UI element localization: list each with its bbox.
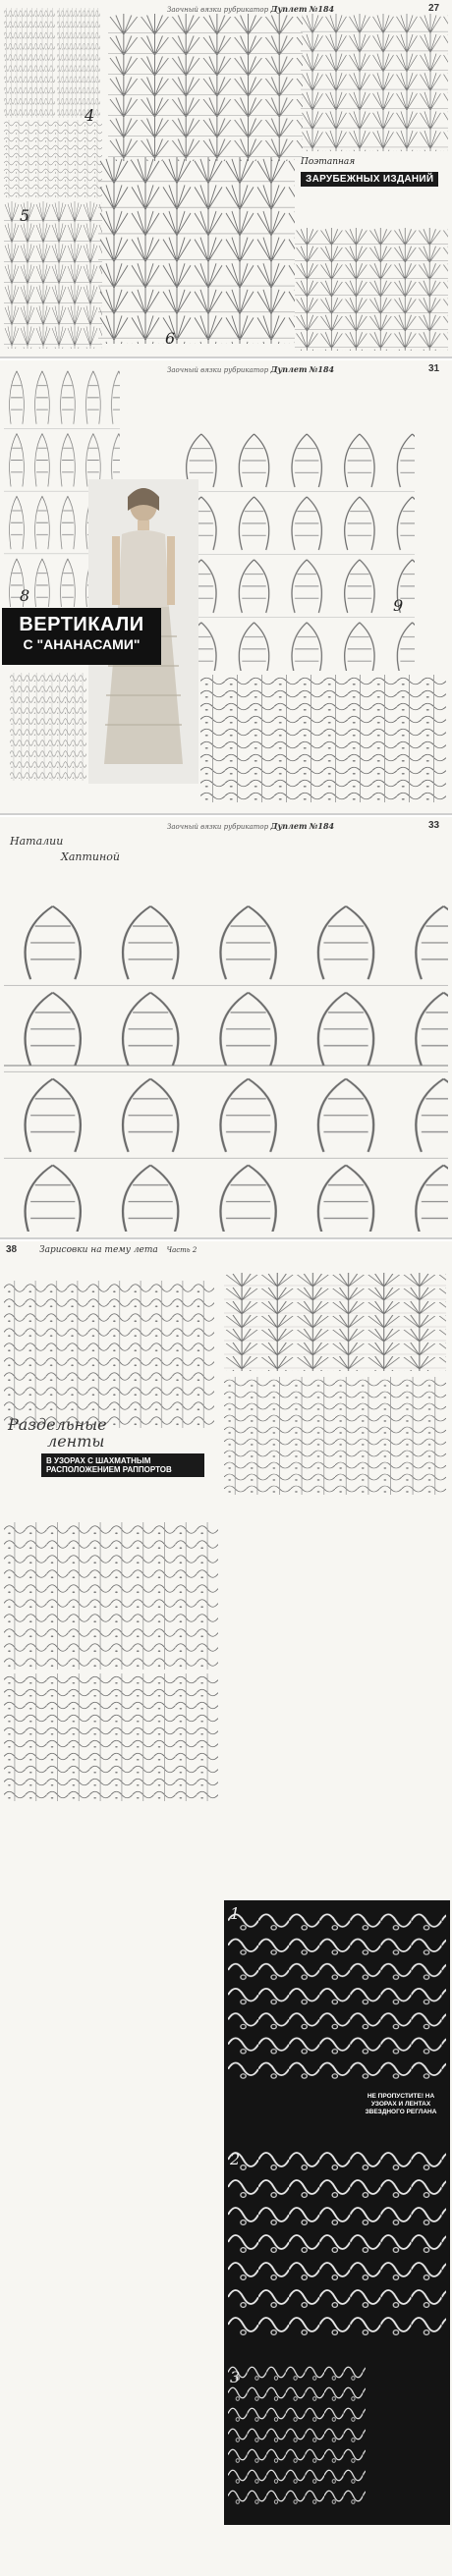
author-last-name: Хаптиной	[61, 850, 120, 863]
chart-label-1: 1	[230, 1904, 241, 1923]
chart-label-3: 3	[230, 2368, 241, 2386]
page-number: 31	[428, 363, 440, 374]
pineapple-chart-9	[175, 429, 415, 671]
crochet-chart-right-bottom	[295, 228, 448, 351]
large-pineapple-chart	[4, 900, 448, 1232]
section-title-line1: ВЕРТИКАЛИ	[19, 614, 144, 635]
section-title-line2: ЗАРУБЕЖНЫХ ИЗДАНИЙ	[301, 172, 438, 187]
section-title-line1: Поэтапная	[301, 157, 356, 167]
magazine-page-38	[0, 1241, 452, 2576]
crochet-chart-wide	[98, 157, 295, 344]
section-title-block	[2, 608, 161, 665]
lace-sample-photo-3	[228, 2362, 366, 2509]
promo-note: НЕ ПРОПУСТИТЕ! НА УЗОРАХ И ЛЕНТАХ ЗВЕЗДНОГО РЕГЛАНА	[365, 2093, 437, 2115]
lace-sample-photo-1	[228, 1908, 446, 2085]
chart-label-2: 2	[230, 2150, 241, 2168]
section-title-box: В УЗОРАХ С ШАХМАТНЫМ РАСПОЛОЖЕНИЕМ РАППОРТОВ	[41, 1453, 204, 1477]
section-title-line2: ленты	[47, 1432, 105, 1451]
crochet-chart-1	[4, 1281, 214, 1428]
chart-label-8: 8	[20, 586, 30, 605]
running-head: Заочный вязки рубрикатор Дуплет №184	[167, 4, 335, 14]
magazine-page-31	[0, 360, 452, 815]
author-signature	[0, 825, 120, 868]
magazine-page-33	[0, 817, 452, 1239]
section-title-block	[8, 1416, 204, 1477]
page-number: 38	[6, 1244, 18, 1255]
running-head: Заочный вязки рубрикатор Дуплет №184	[167, 364, 335, 374]
magazine-page-27	[0, 0, 452, 358]
lace-sample-photo-2	[228, 2146, 446, 2342]
crochet-chart-top-mid	[57, 8, 100, 118]
crochet-chart-2	[224, 1273, 446, 1371]
section-title-line2: С "АНАНАСАМИ"	[23, 636, 141, 652]
crochet-chart-5	[4, 1673, 218, 1801]
chart-label-6: 6	[165, 329, 176, 348]
running-head: Заочный вязки рубрикатор Дуплет №184	[167, 821, 335, 831]
chart-label-9: 9	[393, 596, 404, 615]
chart-label-5: 5	[20, 206, 30, 225]
pineapple-chart-bottom	[10, 673, 86, 781]
skirt-pattern-chart-right	[301, 14, 448, 151]
crochet-chart-4	[4, 120, 102, 198]
author-first-name: Наталии	[10, 835, 64, 848]
series-title: Зарисовки на тему лета Часть 2	[39, 1245, 198, 1255]
crochet-chart-3	[224, 1377, 446, 1495]
page-number: 33	[428, 820, 440, 831]
crochet-chart-lower-mid	[200, 675, 446, 802]
chart-label-4: 4	[85, 106, 95, 125]
crochet-chart-top-left	[4, 8, 55, 118]
page-number: 27	[428, 3, 440, 14]
section-title-line1: Раздельные	[8, 1415, 107, 1434]
section-title-block	[301, 157, 440, 187]
sample-photo-panel	[224, 1900, 450, 2525]
crochet-chart-5	[4, 201, 102, 349]
skirt-pattern-chart-main	[108, 14, 303, 161]
crochet-chart-4	[4, 1522, 218, 1670]
